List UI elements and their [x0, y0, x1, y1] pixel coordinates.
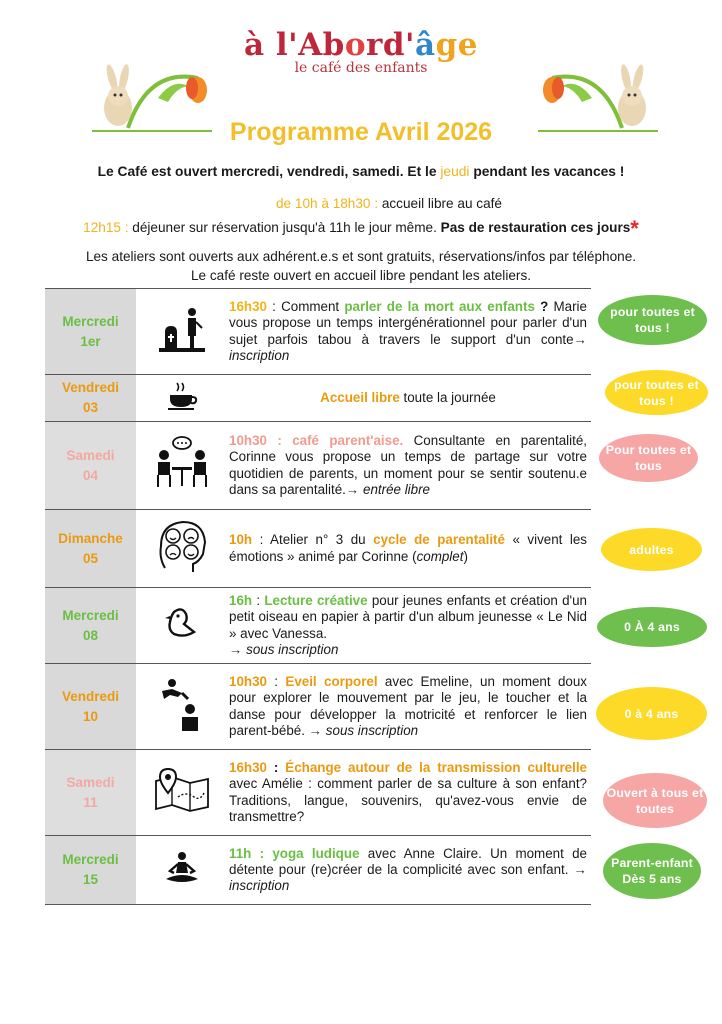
day-name: Samedi	[66, 774, 115, 790]
arrow: →	[573, 331, 587, 347]
event-description	[228, 588, 591, 664]
event-note: inscription	[229, 878, 290, 894]
day-cell	[45, 510, 136, 588]
event-description	[228, 510, 591, 588]
lunch-warning: Pas de restauration ces jours	[440, 220, 631, 235]
day-cell	[45, 664, 136, 750]
lunch-text: déjeuner sur réservation jusqu'à 11h le jour même.	[128, 220, 441, 235]
event-title: yoga ludique	[272, 845, 360, 861]
logo-part: ge	[435, 27, 479, 63]
event-time: 10h	[229, 532, 253, 548]
icon-cell	[136, 510, 228, 588]
icon-cell	[136, 375, 228, 422]
event-title: parler de la mort aux enfants	[344, 299, 535, 315]
event-body: avec Anne Claire. Un moment de détente pour (re)créer de la complicité avec son enfant.	[229, 845, 587, 877]
icon-cell	[136, 588, 228, 664]
event-time: 10h30	[229, 674, 267, 690]
asterisk: *	[630, 216, 639, 241]
event-description	[228, 836, 591, 905]
coffee-cup-icon	[165, 379, 199, 413]
event-title: Lecture créative	[264, 593, 368, 609]
event-body: pour jeunes enfants et création d'un petit oiseau en papier à partir d'un album jeunesse « Le Nid » avec Vanessa.	[229, 593, 587, 641]
logo-part: â	[415, 27, 436, 63]
opening-days-jeudi: jeudi	[440, 164, 470, 179]
page-title: Programme Avril 2026	[229, 118, 493, 146]
workshops-info: Les ateliers sont ouverts aux adhérent.e.s et sont gratuits, réservations/infos par téléphone.	[85, 249, 637, 264]
day-name: Mercredi	[62, 852, 119, 867]
arrow: →	[229, 641, 247, 657]
lunch-time: 12h15 :	[83, 220, 129, 235]
event-time: 11h	[229, 845, 252, 861]
event-note: sous inscription	[246, 641, 339, 657]
day-date: 04	[82, 467, 99, 483]
audience-badge: pour toutes et tous !	[598, 295, 707, 345]
event-tail: )	[463, 548, 468, 564]
day-name: Samedi	[66, 447, 115, 463]
day-cell	[45, 375, 136, 422]
day-cell	[45, 422, 136, 510]
logo-part: o	[344, 27, 367, 63]
audience-badge: 0 à 4 ans	[596, 687, 707, 740]
event-body: Consultante en parentalité, Corinne vous propose un temps de partage sur votre quotidien de parents, un moment pour se sentir soutenu.e dans sa parentalité.	[229, 433, 588, 497]
audience-badge: Pour toutes et tous	[599, 434, 698, 482]
event-description	[228, 289, 591, 375]
audience-badge: Parent-enfant Dès 5 ans	[603, 843, 701, 899]
event-sep: :	[266, 760, 286, 776]
event-body: toute la journée	[399, 389, 496, 405]
icon-cell	[136, 422, 228, 510]
program-table	[45, 288, 591, 905]
opening-days-text: Le Café est ouvert mercredi, vendredi, samedi. Et le	[97, 164, 441, 179]
table-row	[45, 836, 591, 905]
day-date: 03	[82, 400, 99, 415]
bird-icon	[164, 606, 200, 640]
logo-subtitle: le café des enfants	[294, 60, 428, 76]
day-name: Dimanche	[58, 530, 123, 546]
audience-badge: adultes	[601, 528, 702, 571]
event-title: café parent'aise.	[292, 433, 404, 449]
event-title: Accueil libre	[320, 389, 400, 405]
event-note: entrée libre	[363, 481, 430, 497]
day-date: 05	[82, 550, 99, 566]
event-time: 16h30	[229, 760, 267, 776]
opening-days	[0, 164, 722, 179]
event-body: Marie vous propose un temps intergénérationnel pour parler d'un sujet parfois tabou à travers le support d'un conte	[229, 299, 587, 347]
audience-badge: Ouvert à tous et toutes	[603, 773, 707, 828]
event-sep: : Atelier n° 3 du	[252, 532, 374, 548]
arrow: →	[345, 481, 363, 497]
lunch-info	[0, 216, 722, 241]
table-row	[45, 664, 591, 750]
day-date: 08	[82, 627, 99, 643]
emotions-faces-icon	[155, 518, 209, 574]
event-description	[228, 750, 591, 836]
event-time: 16h	[229, 593, 253, 609]
arrow: →	[573, 861, 587, 877]
event-body: avec Emeline, un moment doux pour explorer le mouvement par le jeu, le toucher et la danse pour développer la motricité et renforcer le lien parent-bébé.	[229, 674, 587, 738]
event-description	[228, 422, 591, 510]
event-description	[228, 375, 591, 422]
table-row	[45, 422, 591, 510]
opening-hours-text: accueil libre au café	[378, 196, 502, 211]
map-pin-icon	[154, 767, 210, 813]
arrow: →	[308, 722, 326, 738]
logo-part: à l'Ab	[243, 27, 345, 63]
day-cell	[45, 750, 136, 836]
opening-hours-time: de 10h à 18h30 :	[276, 196, 379, 211]
day-cell	[45, 289, 136, 375]
table-row	[45, 588, 591, 664]
event-title: Eveil corporel	[285, 674, 378, 690]
day-date: 1er	[80, 333, 101, 349]
event-sep: : Comment	[266, 299, 345, 315]
event-time: 10h30	[229, 433, 267, 449]
day-cell	[45, 836, 136, 905]
logo-part: rd'	[366, 27, 416, 63]
logo-title	[0, 28, 722, 62]
day-name: Vendredi	[61, 380, 120, 395]
day-date: 10	[82, 708, 99, 724]
event-note: inscription	[229, 347, 290, 363]
day-cell	[45, 588, 136, 664]
icon-cell	[136, 664, 228, 750]
event-time: 16h30	[229, 299, 267, 315]
opening-days-tail: pendant les vacances !	[469, 164, 625, 179]
event-description	[228, 664, 591, 750]
icon-cell	[136, 836, 228, 905]
day-name: Mercredi	[62, 313, 119, 329]
table-row	[45, 510, 591, 588]
parent-baby-icon	[160, 677, 204, 731]
day-name: Vendredi	[61, 688, 120, 704]
event-title: cycle de parentalité	[373, 532, 505, 548]
parents-chat-icon	[152, 435, 212, 491]
cafe-open-info: Le café reste ouvert en accueil libre pendant les ateliers.	[190, 268, 532, 283]
opening-hours	[28, 196, 722, 211]
day-date: 11	[83, 794, 98, 810]
audience-badge: 0 À 4 ans	[597, 607, 707, 647]
audience-badge: pour toutes et tous !	[605, 370, 708, 415]
event-body: avec Amélie : comment parler de sa culture à son enfant? Traditions, langue, souvenirs, qu'avez-vous envie de transmettre?	[229, 776, 587, 824]
event-sep: :	[266, 433, 293, 449]
table-row	[45, 289, 591, 375]
event-body: « vivent les émotions » animé par Corinne (	[229, 532, 587, 564]
event-note: sous inscription	[325, 722, 419, 738]
event-sep: :	[252, 593, 265, 609]
event-title: Échange autour de la transmission culturelle	[285, 760, 587, 776]
event-note: complet	[416, 548, 464, 564]
day-name: Mercredi	[62, 607, 119, 623]
table-row	[45, 375, 591, 422]
yoga-icon	[164, 851, 200, 885]
icon-cell	[136, 289, 228, 375]
icon-cell	[136, 750, 228, 836]
day-date: 15	[82, 872, 99, 887]
event-punct: ?	[534, 299, 549, 315]
event-sep: :	[251, 845, 273, 861]
grave-icon	[155, 302, 209, 356]
event-sep: :	[266, 674, 286, 690]
table-row	[45, 750, 591, 836]
